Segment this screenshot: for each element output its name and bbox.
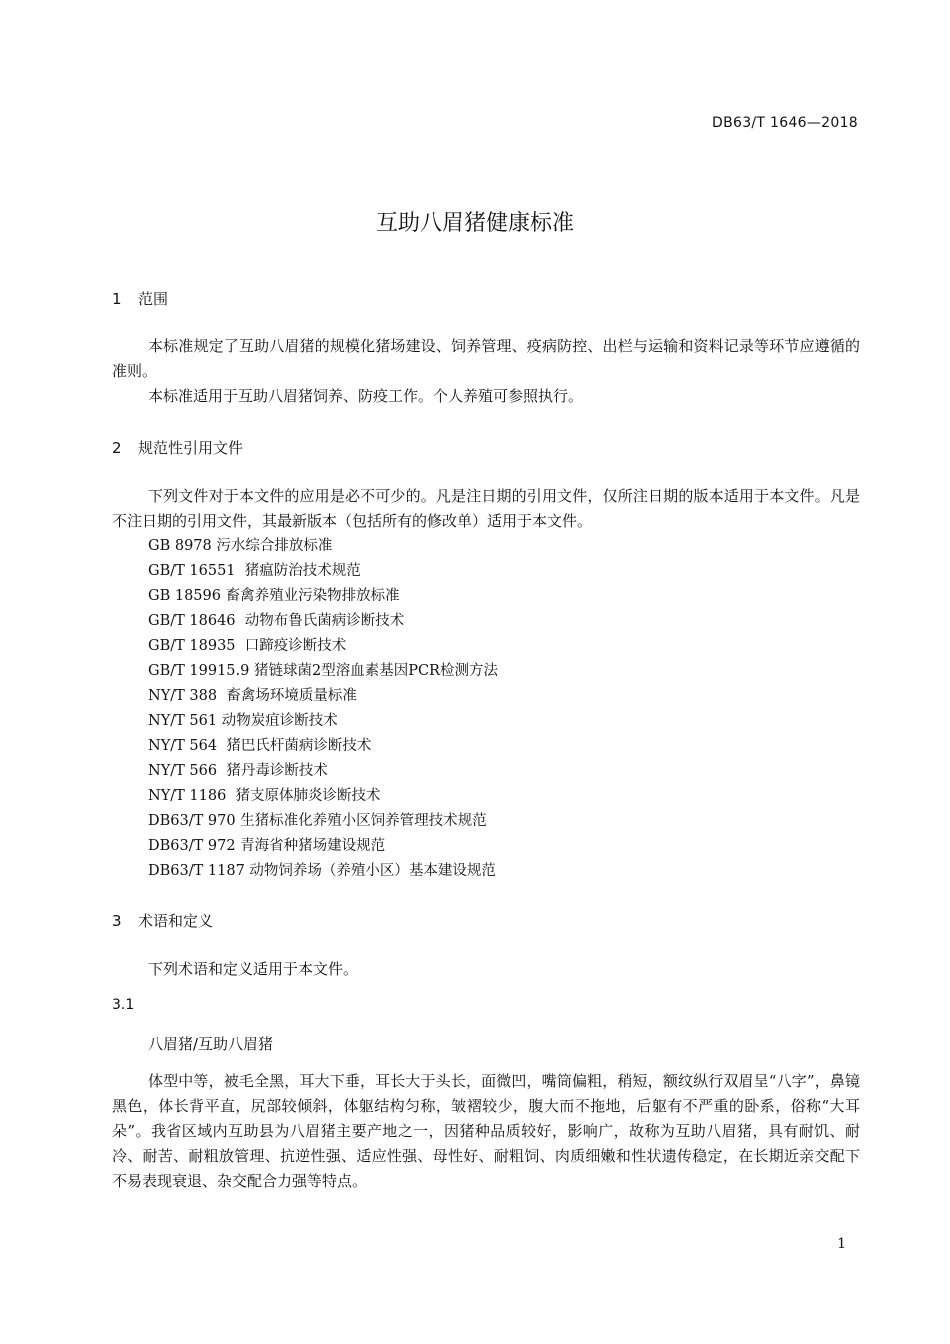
section-3-heading xyxy=(112,910,213,931)
section-2-intro: 下列文件对于本文件的应用是必不可少的。凡是注日期的引用文件，仅所注日期的版本适用于本文件。凡是不注日期的引用文件，其最新版本（包括所有的修改单）适用于本文件。 xyxy=(112,487,860,530)
reference-title: 生猪标准化养殖小区饲养管理技术规范 xyxy=(240,813,487,829)
reference-code: NY/T 388 xyxy=(148,688,218,704)
section-1-title: 范围 xyxy=(138,290,169,308)
section-3-intro: 下列术语和定义适用于本文件。 xyxy=(148,960,359,978)
reference-title: 猪链球菌2型溶血素基因PCR检测方法 xyxy=(253,663,498,679)
reference-code: GB/T 18646 xyxy=(148,613,236,629)
reference-code: DB63/T 972 xyxy=(148,838,236,854)
reference-title: 猪支原体肺炎诊断技术 xyxy=(235,788,381,804)
reference-title: 动物布鲁氏菌病诊断技术 xyxy=(244,613,405,629)
reference-title: 猪巴氏杆菌病诊断技术 xyxy=(226,738,372,754)
reference-item xyxy=(148,684,498,709)
reference-item xyxy=(148,834,498,859)
reference-item xyxy=(148,534,498,559)
page-number: 1 xyxy=(837,1236,846,1252)
reference-item xyxy=(148,859,498,884)
reference-title: 畜禽养殖业污染物排放标准 xyxy=(225,588,400,604)
reference-title: 动物炭疽诊断技术 xyxy=(221,713,338,729)
reference-title: 动物饲养场（养殖小区）基本建设规范 xyxy=(249,863,496,879)
reference-code: GB/T 18935 xyxy=(148,638,236,654)
reference-item xyxy=(148,784,498,809)
reference-item xyxy=(148,809,498,834)
reference-item xyxy=(148,734,498,759)
term-definition: 体型中等，被毛全黑，耳大下垂，耳长大于头长，面微凹，嘴筒偏粗，稍短，额纹纵行双眉呈“八字”，鼻镜黑色，体长背平直，尻部较倾斜，体躯结构匀称，皱褶较少，腹大而不拖地，后躯有不严重的卧系，俗称“大耳朵”。我省区域内互助县为八眉猪主要产地之一，因猪种品质较好，影响广，故称为互助八眉猪，具有耐饥、耐冷、耐苦、耐粗放管理、抗逆性强、适应性强、母性好、耐粗饲、肉质细嫩和性状遗传稳定，在长期近亲交配下不易表现衰退、杂交配合力强等特点。 xyxy=(112,1072,860,1190)
reference-code: NY/T 566 xyxy=(148,763,218,779)
reference-code: NY/T 561 xyxy=(148,713,218,729)
reference-code: GB 8978 xyxy=(148,538,212,554)
reference-code: DB63/T 1187 xyxy=(148,863,245,879)
reference-code: GB 18596 xyxy=(148,588,221,604)
section-2-heading xyxy=(112,437,243,458)
reference-item xyxy=(148,759,498,784)
section-1-number: 1 xyxy=(112,290,122,308)
reference-item xyxy=(148,584,498,609)
reference-title: 猪丹毒诊断技术 xyxy=(226,763,328,779)
reference-code: GB/T 16551 xyxy=(148,563,236,579)
reference-item xyxy=(148,559,498,584)
section-2-number: 2 xyxy=(112,439,122,457)
section-2-title: 规范性引用文件 xyxy=(138,439,244,457)
section-1-heading xyxy=(112,288,168,309)
reference-item xyxy=(148,634,498,659)
reference-title: 青海省种猪场建设规范 xyxy=(240,838,386,854)
reference-list xyxy=(148,534,498,884)
reference-code: DB63/T 970 xyxy=(148,813,236,829)
reference-item xyxy=(148,709,498,734)
section-3-number: 3 xyxy=(112,912,122,930)
clause-number: 3.1 xyxy=(112,997,135,1013)
reference-item xyxy=(148,659,498,684)
document-code: DB63/T 1646—2018 xyxy=(712,115,858,131)
section-3-title: 术语和定义 xyxy=(138,912,214,930)
reference-code: GB/T 19915.9 xyxy=(148,663,250,679)
document-title: 互助八眉猪健康标准 xyxy=(375,211,574,236)
section-1-paragraph-1: 本标准规定了互助八眉猪的规模化猪场建设、饲养管理、疫病防控、出栏与运输和资料记录等环节应遵循的准则。 xyxy=(112,337,860,380)
reference-code: NY/T 1186 xyxy=(148,788,227,804)
reference-title: 猪瘟防治技术规范 xyxy=(244,563,361,579)
reference-title: 口蹄疫诊断技术 xyxy=(244,638,347,654)
term-heading: 八眉猪/互助八眉猪 xyxy=(148,1035,274,1053)
reference-title: 畜禽场环境质量标准 xyxy=(226,688,357,704)
reference-code: NY/T 564 xyxy=(148,738,218,754)
section-1-paragraph-2: 本标准适用于互助八眉猪饲养、防疫工作。个人养殖可参照执行。 xyxy=(148,387,584,405)
reference-title: 污水综合排放标准 xyxy=(216,538,333,554)
reference-item xyxy=(148,609,498,634)
